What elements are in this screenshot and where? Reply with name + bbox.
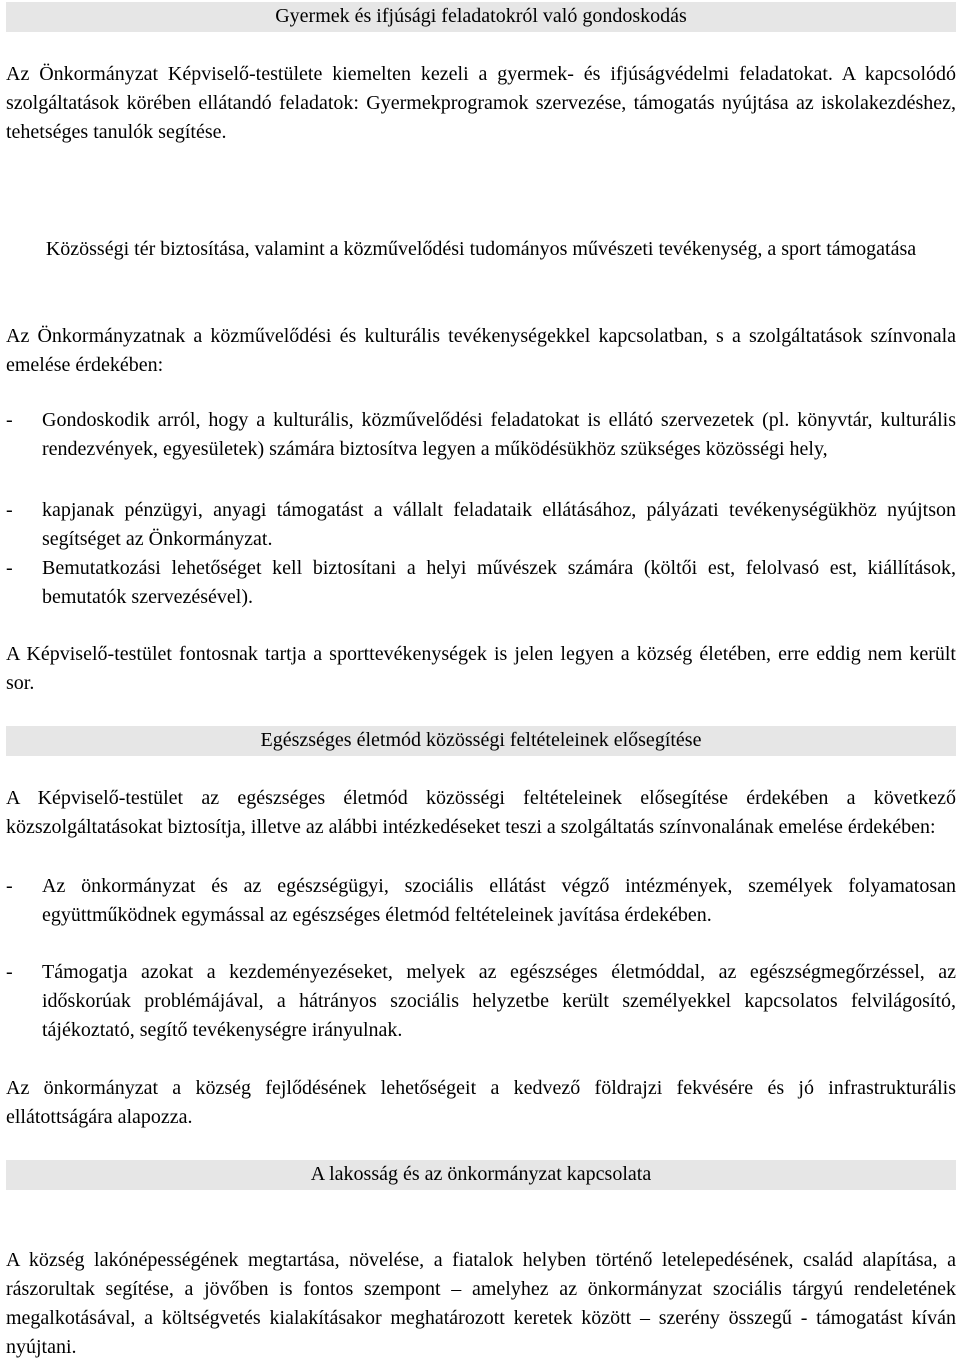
section-heading-kozossegi-ter: Közösségi tér biztosítása, valamint a közművelődési tudományos művészeti tevékenység, a sport támogatása <box>45 238 917 260</box>
list-item <box>6 496 956 554</box>
section-heading-egeszseges-eletmod: Egészséges életmód közösségi feltételeinek elősegítése <box>6 726 956 756</box>
list-dash: - <box>6 961 13 983</box>
section-heading-lakossag: A lakosság és az önkormányzat kapcsolata <box>6 1160 956 1190</box>
paragraph-fejlodes: Az önkormányzat a község fejlődésének lehetőségeit a kedvező földrajzi fekvésére és jó infrastrukturális ellátottságára alapozza. <box>6 1077 956 1128</box>
list-item-text: Bemutatkozási lehetőséget kell biztosítani a helyi művészek számára (költői est, felolvasó est, kiállítások, bemutatók szervezésével). <box>42 557 956 608</box>
list-item <box>6 554 956 612</box>
paragraph-gyermek: Az Önkormányzat Képviselő-testülete kiemelten kezeli a gyermek- és ifjúságvédelmi feladatokat. A kapcsolódó szolgáltatások körében ellátandó feladatok: Gyermekprogramok szervezése, támogatás nyújtása az iskolakezdéshez, tehetséges tanulók segítése. <box>6 63 956 143</box>
list-item <box>6 406 956 464</box>
paragraph-egeszseg-intro: A Képviselő-testület az egészséges életmód közösségi feltételeinek elősegítése érdekében a következő közszolgáltatásokat biztosítja, illetve az alábbi intézkedéseket teszi a szolgáltatás színvonalának emelése érdekében: <box>6 787 956 838</box>
list-dash: - <box>6 499 13 521</box>
list-item-text: Gondoskodik arról, hogy a kulturális, közművelődési feladatokat is ellátó szervezetek (pl. könyvtár, kulturális rendezvények, egyesületek) számára biztosítva legyen a működésükhöz szükséges közösségi hely, <box>42 409 956 460</box>
list-item-text: Támogatja azokat a kezdeményezéseket, melyek az egészséges életmóddal, az egészségmegőrzéssel, az időskorúak problémájával, a hátrányos szociális helyzetbe került személyekkel kapcsolatos felvilágosító, tájékoztató, segítő tevékenységre irányulnak. <box>42 961 956 1041</box>
list-item <box>6 872 956 930</box>
section-heading-gyermek: Gyermek és ifjúsági feladatokról való gondoskodás <box>6 2 956 32</box>
list-dash: - <box>6 875 13 897</box>
list-item-text: kapjanak pénzügyi, anyagi támogatást a vállalt feladataik ellátásához, pályázati tevékenységükhöz nyújtson segítséget az Önkormányzat. <box>42 499 956 550</box>
paragraph-lakossag: A község lakónépességének megtartása, növelése, a fiatalok helyben történő letelepedésének, család alapítása, a rászorultak segítése, a jövőben is fontos szempont – amelyhez az önkormányzat szociális tárgyú rendeletének megalkotásával, a költségvetés kialakításakor meghatározott keretek között – szerény összegű - támogatást kíván nyújtani. <box>6 1249 956 1358</box>
list-item-text: Az önkormányzat és az egészségügyi, szociális ellátást végző intézmények, személyek folyamatosan együttműködnek egymással az egészséges életmód feltételeinek javítása érdekében. <box>42 875 956 926</box>
paragraph-sport: A Képviselő-testület fontosnak tartja a sporttevékenységek is jelen legyen a község életében, erre eddig nem került sor. <box>6 643 956 694</box>
list-dash: - <box>6 409 13 431</box>
paragraph-kozmuvelodes-intro: Az Önkormányzatnak a közművelődési és kulturális tevékenységekkel kapcsolatban, s a szolgáltatások színvonala emelése érdekében: <box>6 325 956 376</box>
list-item <box>6 958 956 1045</box>
list-dash: - <box>6 557 13 579</box>
